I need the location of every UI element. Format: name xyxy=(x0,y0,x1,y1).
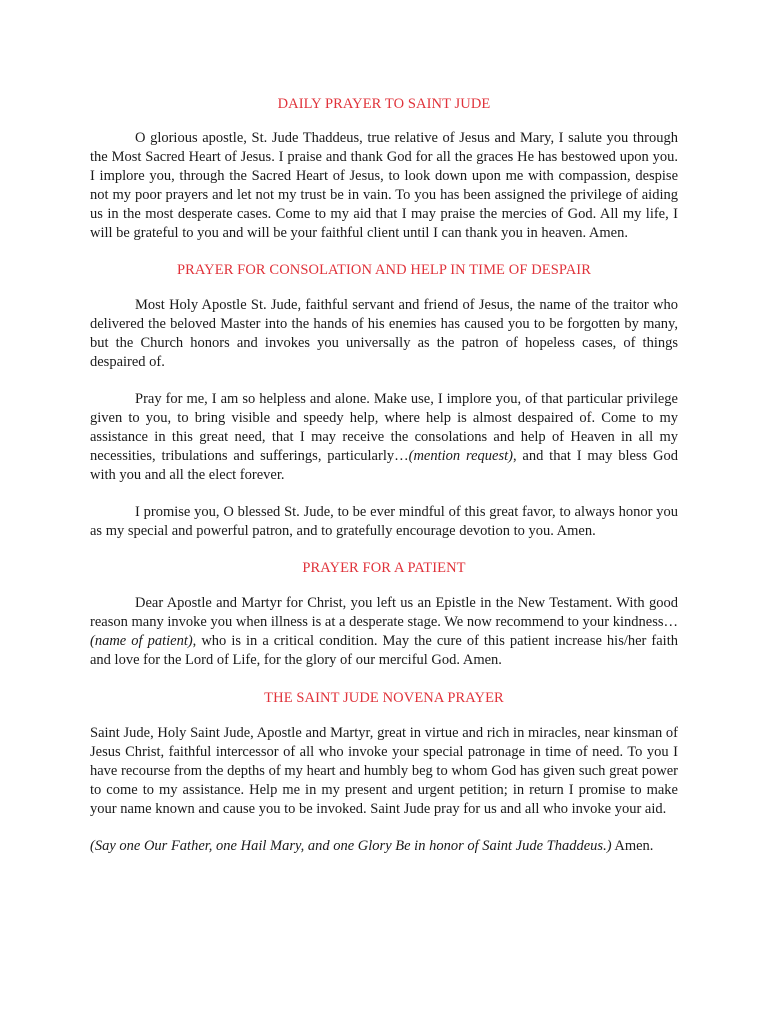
novena-instruction-italic: (Say one Our Father, one Hail Mary, and one Glory Be in honor of Saint Jude Thaddeus.) xyxy=(90,837,612,854)
consolation-paragraph-2-tail: , and that I may bless God with you and all the elect forever. xyxy=(90,447,678,483)
consolation-paragraph-2 xyxy=(90,390,678,485)
mention-request-placeholder: (mention request) xyxy=(408,447,513,464)
name-of-patient-placeholder: (name of patient) xyxy=(90,633,193,650)
novena-instruction-amen: Amen. xyxy=(611,837,654,854)
section-heading-patient: PRAYER FOR A PATIENT xyxy=(302,560,466,577)
consolation-paragraph-2-text: Pray for me, I am so helpless and alone. Make use, I implore you, of that particular privilege given to you, to bring visible and speedy help, where help is almost despaired of. Come to my assistance in this great need, that I may receive the consolations and help of Heaven in all my necessities, tribulations and sufferings, particularly… xyxy=(90,391,678,464)
patient-paragraph xyxy=(90,594,678,670)
section-heading-consolation: PRAYER FOR CONSOLATION AND HELP IN TIME OF DESPAIR xyxy=(176,262,592,279)
novena-instruction xyxy=(90,837,678,856)
patient-paragraph-text: Dear Apostle and Martyr for Christ, you left us an Epistle in the New Testament. With good reason many invoke you when illness is at a desperate stage. We now recommend to your kindness… xyxy=(90,595,678,631)
daily-prayer-paragraph: O glorious apostle, St. Jude Thaddeus, true relative of Jesus and Mary, I salute you through the Most Sacred Heart of Jesus. I praise and thank God for all the graces He has bestowed upon you. I implore you, through the Sacred Heart of Jesus, to look down upon me with compassion, despise not my poor prayers and let not my trust be in vain. To you has been assigned the privilege of aiding us in the most desperate cases. Come to my aid that I may praise the mercies of God. All my life, I will be grateful to you and will be your faithful client until I can thank you in heaven. Amen. xyxy=(90,130,678,241)
consolation-paragraph-3: I promise you, O blessed St. Jude, to be ever mindful of this great favor, to always honor you as my special and powerful patron, and to gratefully encourage devotion to you. Amen. xyxy=(90,503,678,539)
section-heading-daily-prayer: DAILY PRAYER TO SAINT JUDE xyxy=(277,96,491,112)
section-heading-novena: THE SAINT JUDE NOVENA PRAYER xyxy=(264,690,504,707)
patient-paragraph-tail: , who is in a critical condition. May the cure of this patient increase his/her faith and love for the Lord of Life, for the glory of our merciful God. Amen. xyxy=(90,633,678,669)
novena-paragraph: Saint Jude, Holy Saint Jude, Apostle and Martyr, great in virtue and rich in miracles, near kinsman of Jesus Christ, faithful intercessor of all who invoke your special patronage in time of need. To you I have recourse from the depths of my heart and humbly beg to whom God has given such great power to come to my assistance. Help me in my present and urgent petition; in return I promise to make your name known and cause you to be invoked. Saint Jude pray for us and all who invoke your aid. xyxy=(90,725,678,817)
consolation-paragraph-1: Most Holy Apostle St. Jude, faithful servant and friend of Jesus, the name of the traitor who delivered the beloved Master into the hands of his enemies has caused you to be forgotten by many, but the Church honors and invokes you universally as the patron of hopeless cases, of things despaired of. xyxy=(90,297,678,371)
